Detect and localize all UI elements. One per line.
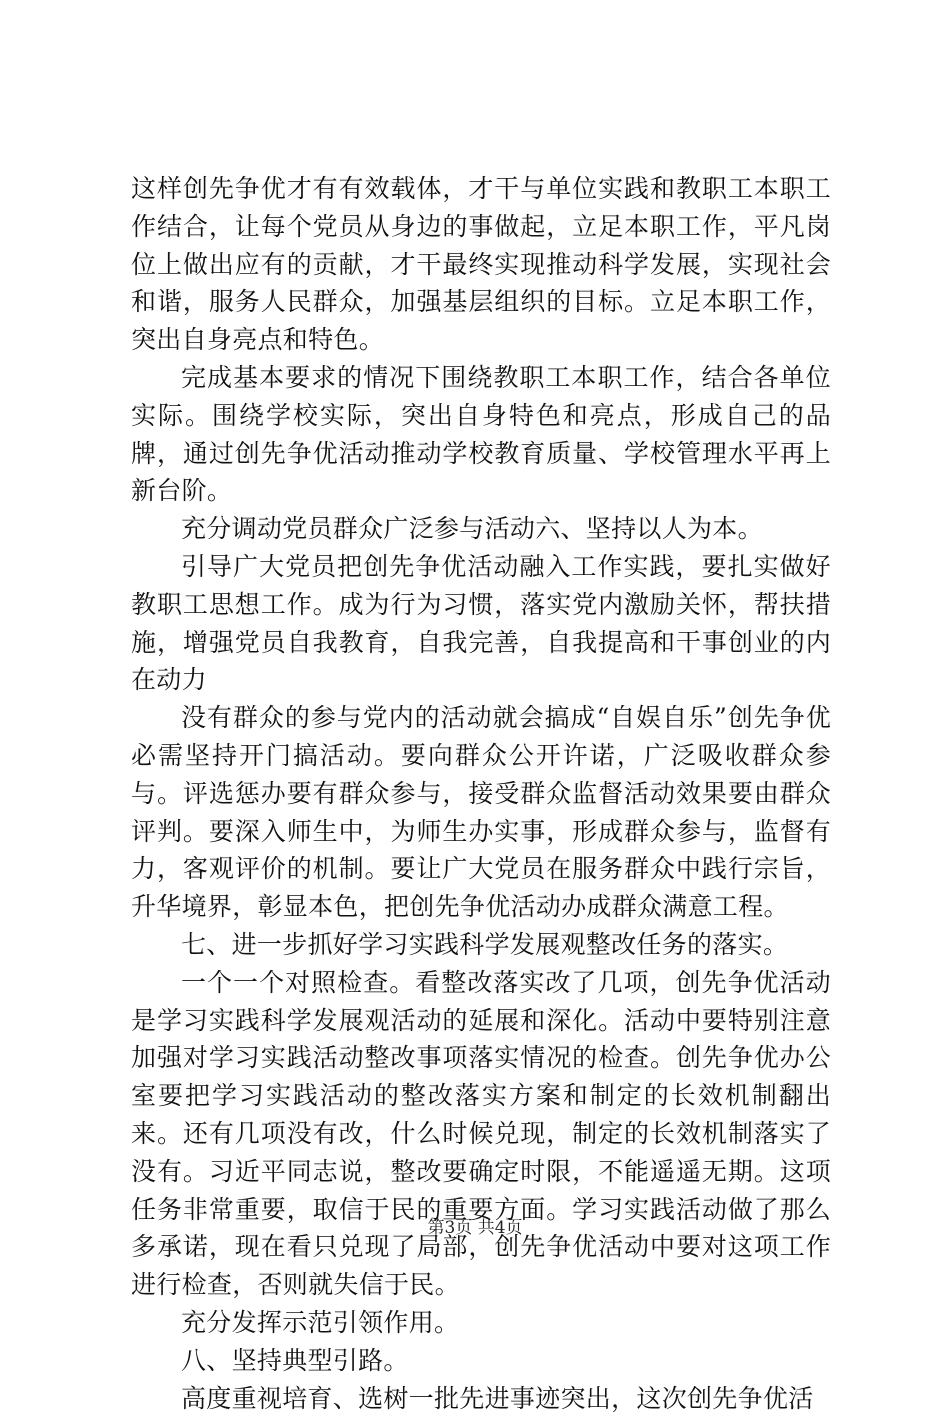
paragraph-5: 没有群众的参与党内的活动就会搞成“自娱自乐”创先争优必需坚持开门搞活动。要向群众公开许诺，广泛吸收群众参与。评选惩办要有群众参与，接受群众监督活动效果要由群众评判。要深入师生中，为师生办实事，形成群众参与，监督有力，客观评价的机制。要让广大党员在服务群众中践行宗旨，升华境界，彰显本色，把创先争优活动办成群众满意工程。 [131,699,831,926]
paragraph-7: 一个一个对照检查。看整改落实改了几项，创先争优活动是学习实践科学发展观活动的延展和深化。活动中要特别注意加强对学习实践活动整改事项落实情况的检查。创先争优办公室要把学习实践活动的整改落实方案和制定的长效机制翻出来。还有几项没有改，什么时候兑现，制定的长效机制落实了没有。习近平同志说，整改要确定时限，不能遥遥无期。这项任务非常重要，取信于民的重要方面。学习实践活动做了那么多承诺，现在看只兑现了局部，创先争优活动中要对这项工作进行检查，否则就失信于民。 [131,964,831,1304]
paragraph-3: 充分调动党员群众广泛参与活动六、坚持以人为本。 [131,510,831,548]
paragraph-1: 这样创先争优才有有效载体，才干与单位实践和教职工本职工作结合，让每个党员从身边的事做起，立足本职工作，平凡岗位上做出应有的贡献，才干最终实现推动科学发展，实现社会和谐，服务人民群众，加强基层组织的目标。立足本职工作，突出自身亮点和特色。 [131,170,831,359]
paragraph-9-heading: 八、坚持典型引路。 [131,1342,831,1380]
paragraph-2: 完成基本要求的情况下围绕教职工本职工作，结合各单位实际。围绕学校实际，突出自身特色和亮点，形成自己的品牌，通过创先争优活动推动学校教育质量、学校管理水平再上新台阶。 [131,359,831,510]
paragraph-8: 充分发挥示范引领作用。 [131,1304,831,1342]
paragraph-6-heading: 七、进一步抓好学习实践科学发展观整改任务的落实。 [131,926,831,964]
page-number-footer: 第3页 共4页 [0,1213,950,1238]
paragraph-4: 引导广大党员把创先争优活动融入工作实践，要扎实做好教职工思想工作。成为行为习惯，落实党内激励关怀，帮扶措施，增强党员自我教育，自我完善，自我提高和干事创业的内在动力 [131,548,831,699]
paragraph-10: 高度重视培育、选树一批先进事迹突出，这次创先争优活 [131,1380,831,1417]
